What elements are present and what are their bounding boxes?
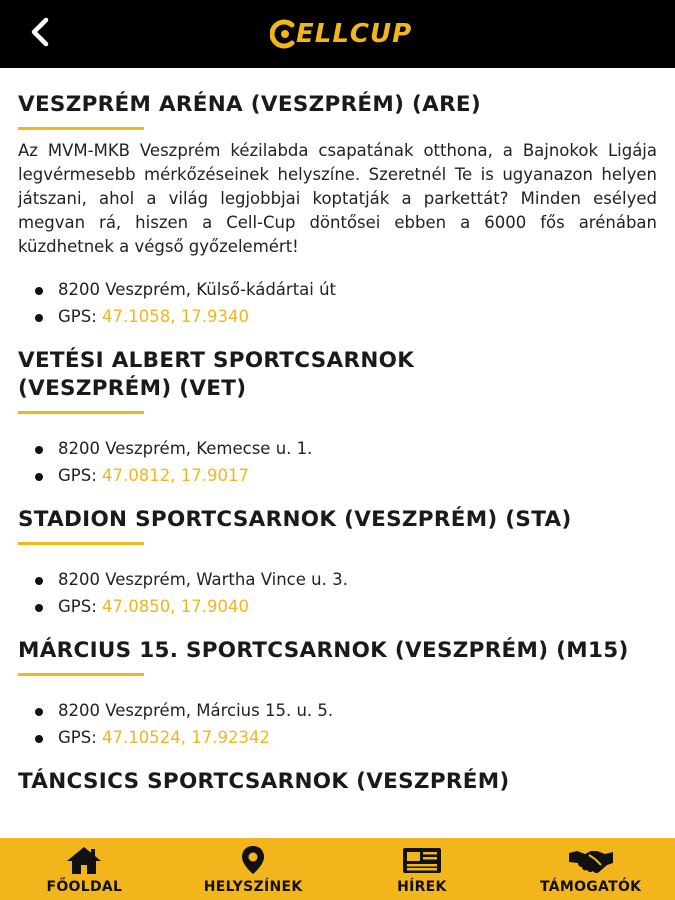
gps-label: GPS:: [58, 597, 103, 616]
logo-text: ELLCUP: [296, 19, 413, 49]
venue-details: [18, 697, 657, 751]
venue-item: [18, 330, 657, 489]
gps-link[interactable]: 47.0850, 17.9040: [102, 597, 249, 616]
gps-link[interactable]: 47.1058, 17.9340: [102, 307, 249, 326]
venue-gps: [58, 462, 657, 489]
top-app-bar: [0, 0, 675, 68]
nav-sponsors[interactable]: [506, 838, 675, 900]
venue-title: MÁRCIUS 15. SPORTCSARNOK (VESZPRÉM) (M15): [18, 638, 629, 663]
title-underline: [18, 673, 144, 676]
gps-link[interactable]: 47.0812, 17.9017: [102, 466, 249, 485]
venue-address: 8200 Veszprém, Külső-kádártai út: [58, 276, 657, 303]
venue-item: [18, 620, 657, 751]
venue-title: VESZPRÉM ARÉNA (VESZPRÉM) (ARE): [18, 92, 482, 117]
venue-description: Az MVM-MKB Veszprém kézilabda csapatának otthona, a Bajnokok Ligája legvérmesebb mérkőzéseinek helyszíne. Szeretnél Te is ugyanazon helyen játszani, ahol a világ legjobbjai koptatják a parkettát? Minden esélyed megvan rá, hiszen a Cell-Cup döntősei ebben a 6000 fős arénában küzdhetnek a végső győzelemért!: [18, 141, 657, 256]
nav-label: TÁMOGATÓK: [539, 879, 642, 895]
venue-details: [18, 566, 657, 620]
venue-gps: [58, 593, 657, 620]
venue-list: [0, 68, 675, 838]
gps-label: GPS:: [58, 307, 103, 326]
venue-title: TÁNCSICS SPORTCSARNOK (VESZPRÉM): [18, 769, 510, 794]
bottom-navigation: [0, 838, 675, 900]
map-pin-icon: [238, 845, 268, 875]
venue-title: STADION SPORTCSARNOK (VESZPRÉM) (STA): [18, 507, 572, 532]
venue-address: 8200 Veszprém, Wartha Vince u. 3.: [58, 566, 657, 593]
venue-address: 8200 Veszprém, Március 15. u. 5.: [58, 697, 657, 724]
nav-venues[interactable]: [169, 838, 338, 900]
venue-title: VETÉSI ALBERT SPORTCSARNOK (VESZPRÉM) (VET): [18, 348, 415, 401]
handshake-icon: [567, 845, 615, 875]
gps-link[interactable]: 47.10524, 17.92342: [102, 728, 270, 747]
nav-news[interactable]: [338, 838, 507, 900]
newspaper-icon: [400, 845, 444, 875]
venue-gps: [58, 303, 657, 330]
title-underline: [18, 411, 144, 414]
nav-home[interactable]: [0, 838, 169, 900]
venue-details: [18, 435, 657, 489]
cellcup-logo: [270, 14, 412, 54]
venue-item: [18, 68, 657, 330]
back-button[interactable]: [18, 10, 62, 54]
gps-label: GPS:: [58, 728, 103, 747]
logo-ball-icon: [270, 19, 296, 49]
title-underline: [18, 127, 144, 130]
venue-details: [18, 276, 657, 330]
home-icon: [64, 845, 104, 875]
gps-label: GPS:: [58, 466, 103, 485]
venue-item: [18, 489, 657, 620]
nav-label: HELYSZÍNEK: [203, 879, 303, 895]
title-underline: [18, 542, 144, 545]
nav-label: FŐOLDAL: [46, 879, 123, 895]
venue-item: [18, 751, 657, 796]
nav-label: HÍREK: [397, 879, 447, 895]
chevron-left-icon: [25, 17, 55, 47]
venue-gps: [58, 724, 657, 751]
venue-address: 8200 Veszprém, Kemecse u. 1.: [58, 435, 657, 462]
